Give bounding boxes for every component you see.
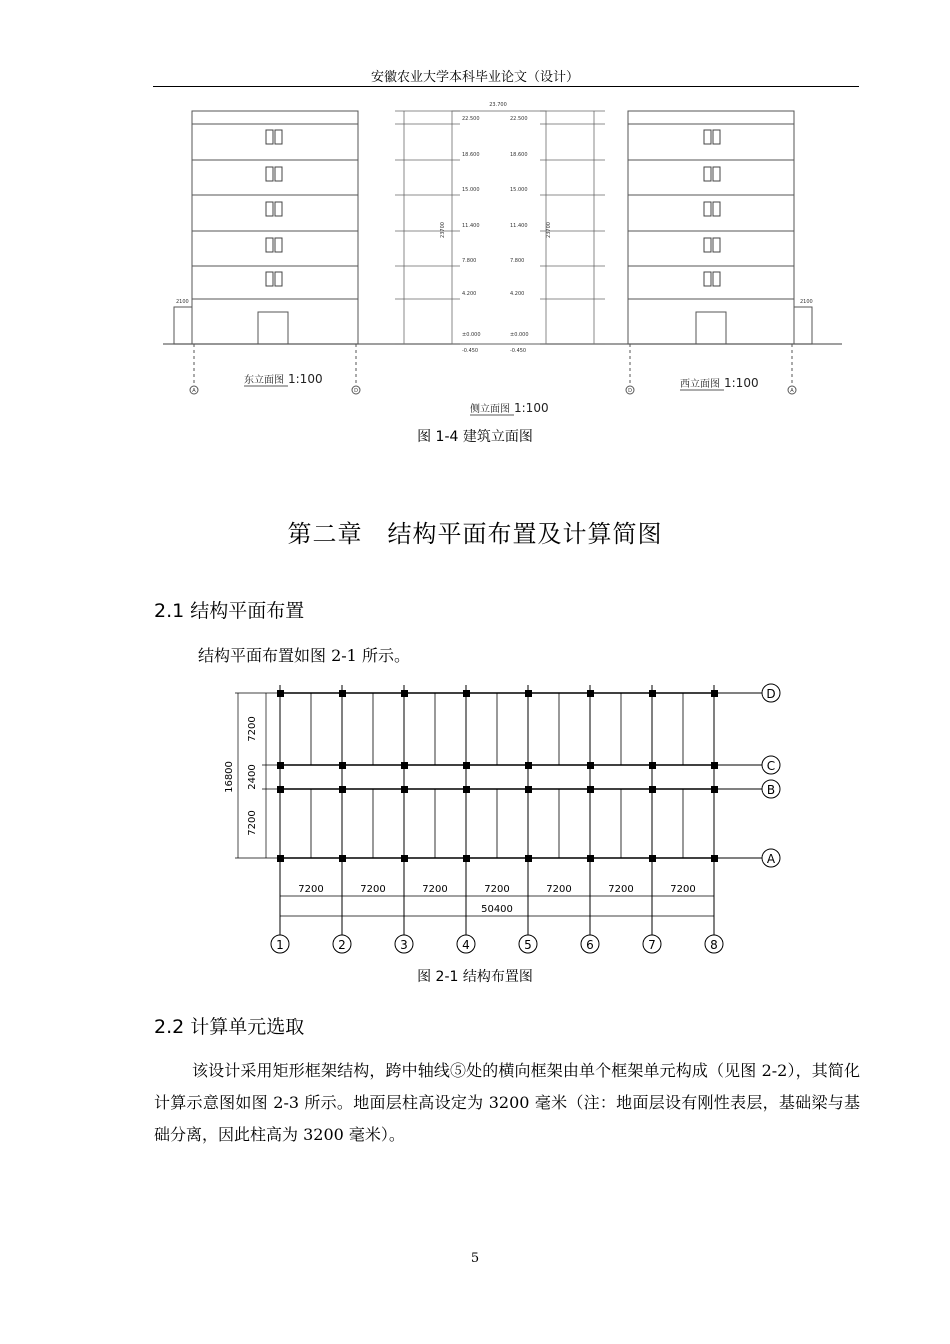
vertical-span-label: 7200: [247, 716, 258, 742]
level-label: 2100: [800, 299, 813, 305]
elev-label: 7.800: [462, 258, 477, 264]
vertical-span-label: 2400: [247, 764, 258, 790]
bay-span-label: 7200: [484, 884, 510, 895]
axis-d-label: D: [628, 388, 632, 394]
elev-label: ±0.000: [462, 332, 481, 338]
bay-span-label: 7200: [546, 884, 572, 895]
elev-label: 18.600: [462, 152, 480, 158]
east-scale-label: 1:100: [288, 372, 323, 386]
elev-label: -0.450: [510, 348, 527, 354]
total-height-label: 23700: [546, 222, 552, 238]
vertical-span-label: 7200: [247, 810, 258, 836]
section-2-2-title: 2.2 计算单元选取: [154, 1016, 305, 1038]
col-axis-label: 6: [586, 938, 594, 952]
elev-label: 4.200: [462, 291, 477, 297]
col-axis-label: 1: [276, 938, 284, 952]
axis-d-label: D: [354, 388, 358, 394]
figure-1-4-caption: 图 1-4 建筑立面图: [417, 429, 533, 445]
elev-label: 7.800: [510, 258, 525, 264]
level-label: 2100: [176, 299, 189, 305]
bay-span-label: 7200: [298, 884, 324, 895]
total-width-label: 16800: [224, 761, 235, 793]
side-scale-label: 1:100: [514, 401, 549, 415]
elev-label: 11.400: [510, 223, 528, 229]
axis-a-label: A: [790, 388, 794, 394]
elev-label: 11.400: [462, 223, 480, 229]
bay-span-label: 7200: [422, 884, 448, 895]
bay-span-label: 7200: [360, 884, 386, 895]
col-axis-label: 7: [648, 938, 656, 952]
elev-label: 18.600: [510, 152, 528, 158]
west-scale-label: 1:100: [724, 376, 759, 390]
col-axis-label: 3: [400, 938, 408, 952]
axis-a-label: A: [192, 388, 196, 394]
elev-label: ±0.000: [510, 332, 529, 338]
elev-label: 22.500: [510, 116, 528, 122]
east-elevation-label: 东立面图: [244, 375, 284, 386]
figure-elevation-drawing: [150, 92, 850, 418]
elev-label: 4.200: [510, 291, 525, 297]
row-axis-label: A: [766, 852, 776, 866]
col-axis-label: 4: [462, 938, 470, 952]
header-rule: [153, 86, 859, 87]
page-number: 5: [470, 1251, 480, 1266]
row-axis-label: C: [766, 759, 776, 773]
bay-span-label: 7200: [608, 884, 634, 895]
elev-label: 15.000: [510, 187, 528, 193]
row-axis-label: D: [766, 687, 776, 701]
col-axis-label: 2: [338, 938, 346, 952]
col-axis-label: 8: [710, 938, 718, 952]
section-2-1-body: 结构平面布置如图 2-1 所示。: [198, 646, 410, 665]
elev-label: 23.700: [489, 102, 507, 108]
side-elevation-label: 侧立面图: [470, 404, 510, 415]
col-axis-label: 5: [524, 938, 532, 952]
elev-label: 22.500: [462, 116, 480, 122]
row-axis-label: B: [766, 783, 776, 797]
west-elevation-label: 西立面图: [680, 379, 720, 390]
elev-label: 15.000: [462, 187, 480, 193]
section-2-2-body: 该设计采用矩形框架结构，跨中轴线⑤处的横向框架由单个框架单元构成（见图 2-2），其简化计算示意图如图 2-3 所示。地面层柱高设定为 3200 毫米（注：地面层设有刚性表层，基础梁与基础分离，因此柱高为 3200 毫米）。: [154, 1061, 860, 1144]
figure-2-1-caption: 图 2-1 结构布置图: [417, 969, 533, 985]
chapter-title: 第二章 结构平面布置及计算简图: [287, 520, 663, 548]
running-header: 安徽农业大学本科毕业论文（设计）: [370, 70, 579, 85]
section-2-1-title: 2.1 结构平面布置: [154, 600, 305, 622]
elev-label: -0.450: [462, 348, 479, 354]
total-length-label: 50400: [481, 904, 513, 915]
figure-structural-plan: [220, 680, 790, 960]
total-height-label: 23700: [440, 222, 446, 238]
bay-span-label: 7200: [670, 884, 696, 895]
